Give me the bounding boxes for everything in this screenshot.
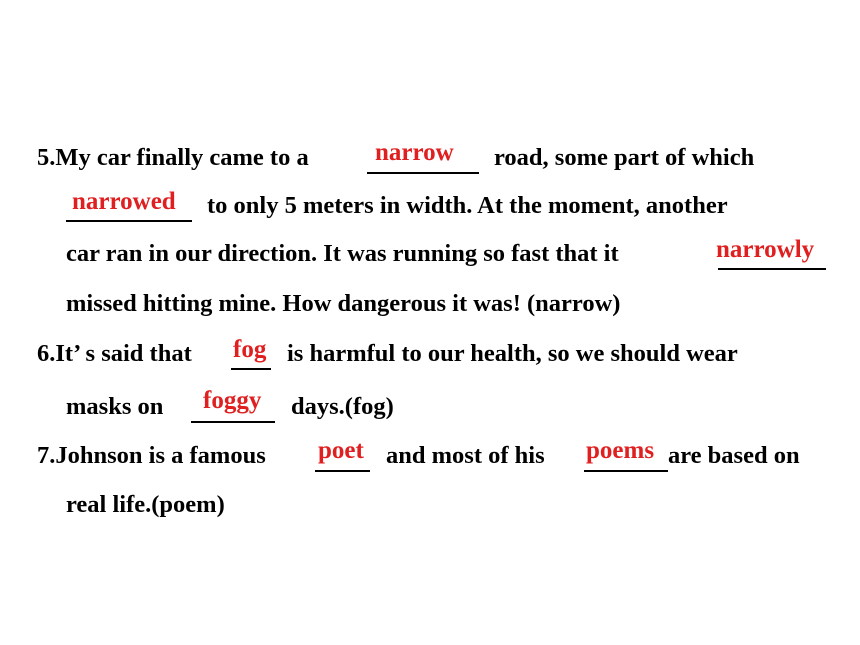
q7-text-1a: 7.Johnson is a famous <box>37 442 266 469</box>
q6-text-2a: masks on <box>66 393 164 420</box>
q6-answer-1: fog <box>233 336 267 363</box>
q5-answer-2: narrowed <box>72 188 176 215</box>
q5-text-3: car ran in our direction. It was running so fast that it <box>66 240 619 267</box>
q6-answer-2: foggy <box>203 387 262 414</box>
q5-line-1 <box>37 146 309 171</box>
q5-text-4: missed hitting mine. How dangerous it was! (narrow) <box>66 290 621 317</box>
q5-answer-3: narrowly <box>716 236 815 263</box>
q6-text-2b: days.(fog) <box>291 393 394 420</box>
q6-text-1a: 6.It’ s said that <box>37 340 192 367</box>
q5-text-1b: road, some part of which <box>494 144 755 171</box>
q5-text-2: to only 5 meters in width. At the moment, another <box>207 192 728 219</box>
q5-text-1a: 5.My car finally came to a <box>37 144 309 171</box>
q7-answer-2: poems <box>586 437 655 464</box>
q7-answer-1: poet <box>318 437 364 464</box>
q7-text-1c: are based on <box>668 442 800 469</box>
q7-text-2: real life.(poem) <box>66 491 225 518</box>
q6-text-1b: is harmful to our health, so we should wear <box>287 340 738 367</box>
q5-answer-1: narrow <box>375 139 454 166</box>
q7-text-1b: and most of his <box>386 442 545 469</box>
